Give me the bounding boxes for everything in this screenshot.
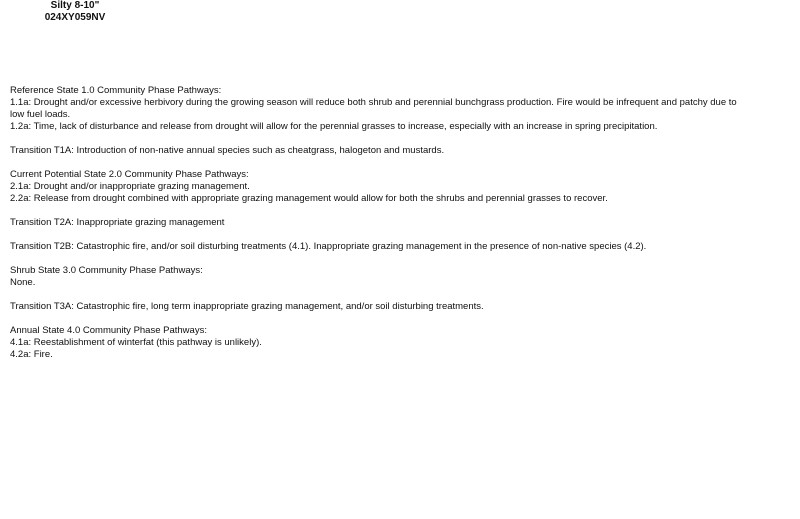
pathway-4-2a: 4.2a: Fire. <box>10 349 53 360</box>
transition-t2a-text: Transition T2A: Inappropriate grazing management <box>10 217 225 228</box>
document-header <box>0 0 150 24</box>
shrub-state-heading: Shrub State 3.0 Community Phase Pathways: <box>10 265 203 276</box>
shrub-state-pathways <box>10 265 750 289</box>
pathway-notes <box>10 85 750 373</box>
ecological-site-name: Silty 8-10" <box>50 0 100 11</box>
pathway-2-1a: 2.1a: Drought and/or inappropriate grazing management. <box>10 181 250 192</box>
current-potential-state-pathways <box>10 169 750 205</box>
annual-state-heading: Annual State 4.0 Community Phase Pathways: <box>10 325 207 336</box>
transition-t2b-text: Transition T2B: Catastrophic fire, and/or soil disturbing treatments (4.1). Inappropriate grazing management in the presence of non-native species (4.2). <box>10 241 647 252</box>
transition-t2b <box>10 241 750 253</box>
pathway-4-1a: 4.1a: Reestablishment of winterfat (this pathway is unlikely). <box>10 337 262 348</box>
transition-t2a <box>10 217 750 229</box>
reference-state-heading: Reference State 1.0 Community Phase Pathways: <box>10 85 222 96</box>
transition-t1a <box>10 145 750 157</box>
pathway-1-1a: 1.1a: Drought and/or excessive herbivory during the growing season will reduce both shrub and perennial bunchgrass production. Fire would be infrequent and patchy due to low fuel loads. <box>10 97 737 120</box>
transition-t3a <box>10 301 750 313</box>
current-potential-state-heading: Current Potential State 2.0 Community Phase Pathways: <box>10 169 249 180</box>
transition-t3a-text: Transition T3A: Catastrophic fire, long term inappropriate grazing management, and/or soil disturbing treatments. <box>10 301 484 312</box>
pathway-1-2a: 1.2a: Time, lack of disturbance and release from drought will allow for the perennial grasses to increase, especially with an increase in spring precipitation. <box>10 121 658 132</box>
transition-t1a-text: Transition T1A: Introduction of non-native annual species such as cheatgrass, halogeton and mustards. <box>10 145 445 156</box>
pathway-2-2a: 2.2a: Release from drought combined with appropriate grazing management would allow for both the shrubs and perennial grasses to recover. <box>10 193 608 204</box>
reference-state-pathways <box>10 85 750 133</box>
ecological-site-id: 024XY059NV <box>44 12 106 23</box>
shrub-state-none: None. <box>10 277 36 288</box>
annual-state-pathways <box>10 325 750 361</box>
